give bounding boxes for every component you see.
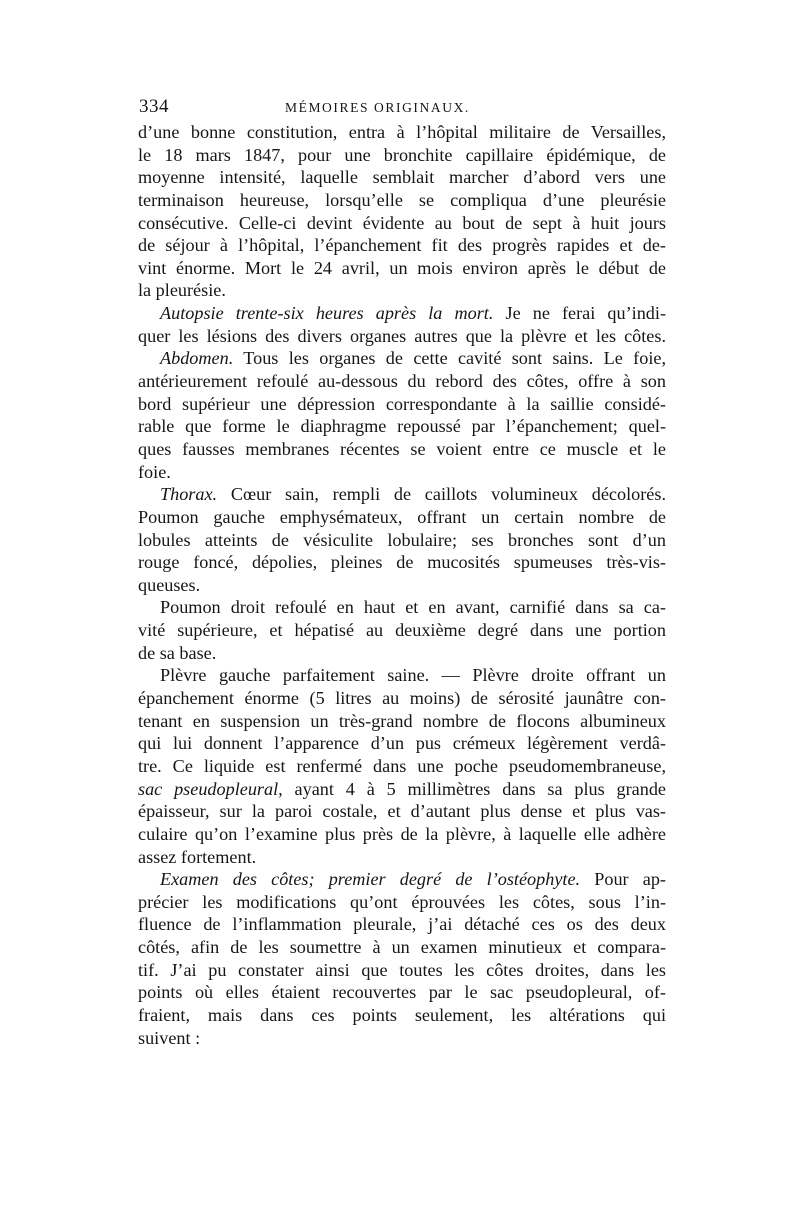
text-line: fluence de l’inflammation pleurale, j’ai détaché ces os des deux bbox=[138, 914, 666, 935]
text-line: lobules atteints de vésiculite lobulaire; ses bronches sont d’un bbox=[138, 529, 666, 550]
text-line: tenant en suspension un très-grand nombre de flocons albumineux bbox=[138, 710, 666, 731]
text-line: tre. Ce liquide est renfermé dans une poche pseudomembraneuse, bbox=[138, 755, 666, 776]
page-header bbox=[137, 96, 665, 120]
paragraph-thorax: Thorax. Cœur sain, rempli de caillots volumineux décolorés. bbox=[160, 484, 666, 505]
text-line: précier les modifications qu’ont éprouvées les côtes, sous l’in- bbox=[138, 891, 666, 912]
text-line: bord supérieur une dépression correspondante à la saillie considé- bbox=[138, 393, 666, 414]
text-line: tif. J’ai pu constater ainsi que toutes les côtes droites, dans les bbox=[138, 959, 666, 980]
paragraph-autopsie: Autopsie trente-six heures après la mort. Je ne ferai qu’indi- bbox=[160, 303, 666, 324]
text-line: antérieurement refoulé au-dessous du rebord des côtes, offre à son bbox=[138, 371, 666, 392]
text-line: vint énorme. Mort le 24 avril, un mois environ après le début de bbox=[138, 257, 666, 278]
text-line: de sa base. bbox=[138, 642, 217, 663]
section-heading-examen: Examen des côtes; premier degré de l’ostéophyte. bbox=[160, 869, 581, 890]
text-line: le 18 mars 1847, pour une bronchite capillaire épidémique, de bbox=[138, 144, 666, 165]
running-title: MÉMOIRES ORIGINAUX. bbox=[285, 100, 470, 115]
text-line: d’une bonne constitution, entra à l’hôpital militaire de Versailles, bbox=[138, 122, 666, 142]
text-line: queuses. bbox=[138, 574, 201, 595]
text-line: rouge foncé, dépolies, pleines de mucosités spumeuses très-vis- bbox=[138, 552, 666, 573]
paragraph-poumon-droit: Poumon droit refoulé en haut et en avant, carnifié dans sa ca- bbox=[160, 597, 666, 618]
paragraph-examen-des-cotes: Examen des côtes; premier degré de l’ostéophyte. Pour ap- bbox=[160, 869, 666, 890]
text-line: consécutive. Celle-ci devint évidente au bout de sept à huit jours bbox=[138, 212, 666, 233]
text-line: sac pseudopleural, ayant 4 à 5 millimètres dans sa plus grande bbox=[138, 778, 666, 799]
text-line: points où elles étaient recouvertes par le sac pseudopleural, of- bbox=[138, 982, 666, 1003]
paragraph-plevre: Plèvre gauche parfaitement saine. — Plèvre droite offrant un bbox=[160, 665, 666, 686]
body-text bbox=[138, 121, 666, 1049]
text-line: terminaison heureuse, lorsqu’elle se compliqua d’une pleurésie bbox=[138, 189, 666, 210]
text-line: suivent : bbox=[138, 1027, 201, 1048]
text-line: ques fausses membranes récentes se voient entre ce muscle et le bbox=[138, 438, 666, 459]
text-line: rable que forme le diaphragme repoussé par l’épanchement; quel- bbox=[138, 416, 666, 437]
text-line: Poumon gauche emphysémateux, offrant un certain nombre de bbox=[138, 506, 666, 527]
section-heading-abdomen: Abdomen. bbox=[160, 348, 234, 369]
text-line: fraient, mais dans ces points seulement, les altérations qui bbox=[138, 1004, 666, 1025]
page-number: 334 bbox=[139, 96, 169, 117]
text-line: de séjour à l’hôpital, l’épanchement fit des progrès rapides et de- bbox=[138, 235, 666, 256]
paragraph-abdomen: Abdomen. Tous les organes de cette cavité sont sains. Le foie, bbox=[160, 348, 666, 369]
text-line: côtés, afin de les soumettre à un examen minutieux et compara- bbox=[138, 937, 666, 958]
text-line: assez fortement. bbox=[138, 846, 257, 867]
text-line: qui lui donnent l’apparence d’un pus crémeux légèrement verdâ- bbox=[138, 733, 666, 754]
text-line: la pleurésie. bbox=[138, 280, 226, 301]
term-sac-pseudopleural: sac pseudopleural, bbox=[138, 778, 283, 799]
text-line: épaisseur, sur la paroi costale, et d’autant plus dense et plus vas- bbox=[138, 801, 666, 822]
text-line: épanchement énorme (5 litres au moins) de sérosité jaunâtre con- bbox=[138, 688, 666, 709]
section-heading-thorax: Thorax. bbox=[160, 484, 218, 505]
text-line: culaire qu’on l’examine plus près de la plèvre, à laquelle elle adhère bbox=[138, 823, 666, 844]
text-line: quer les lésions des divers organes autres que la plèvre et les côtes. bbox=[138, 325, 666, 346]
text-line: moyenne intensité, laquelle semblait marcher d’abord vers une bbox=[138, 167, 666, 188]
text-line: vité supérieure, et hépatisé au deuxième degré dans une portion bbox=[138, 620, 666, 641]
section-heading-autopsie: Autopsie trente-six heures après la mort. bbox=[160, 303, 494, 324]
text-line: foie. bbox=[138, 461, 171, 482]
